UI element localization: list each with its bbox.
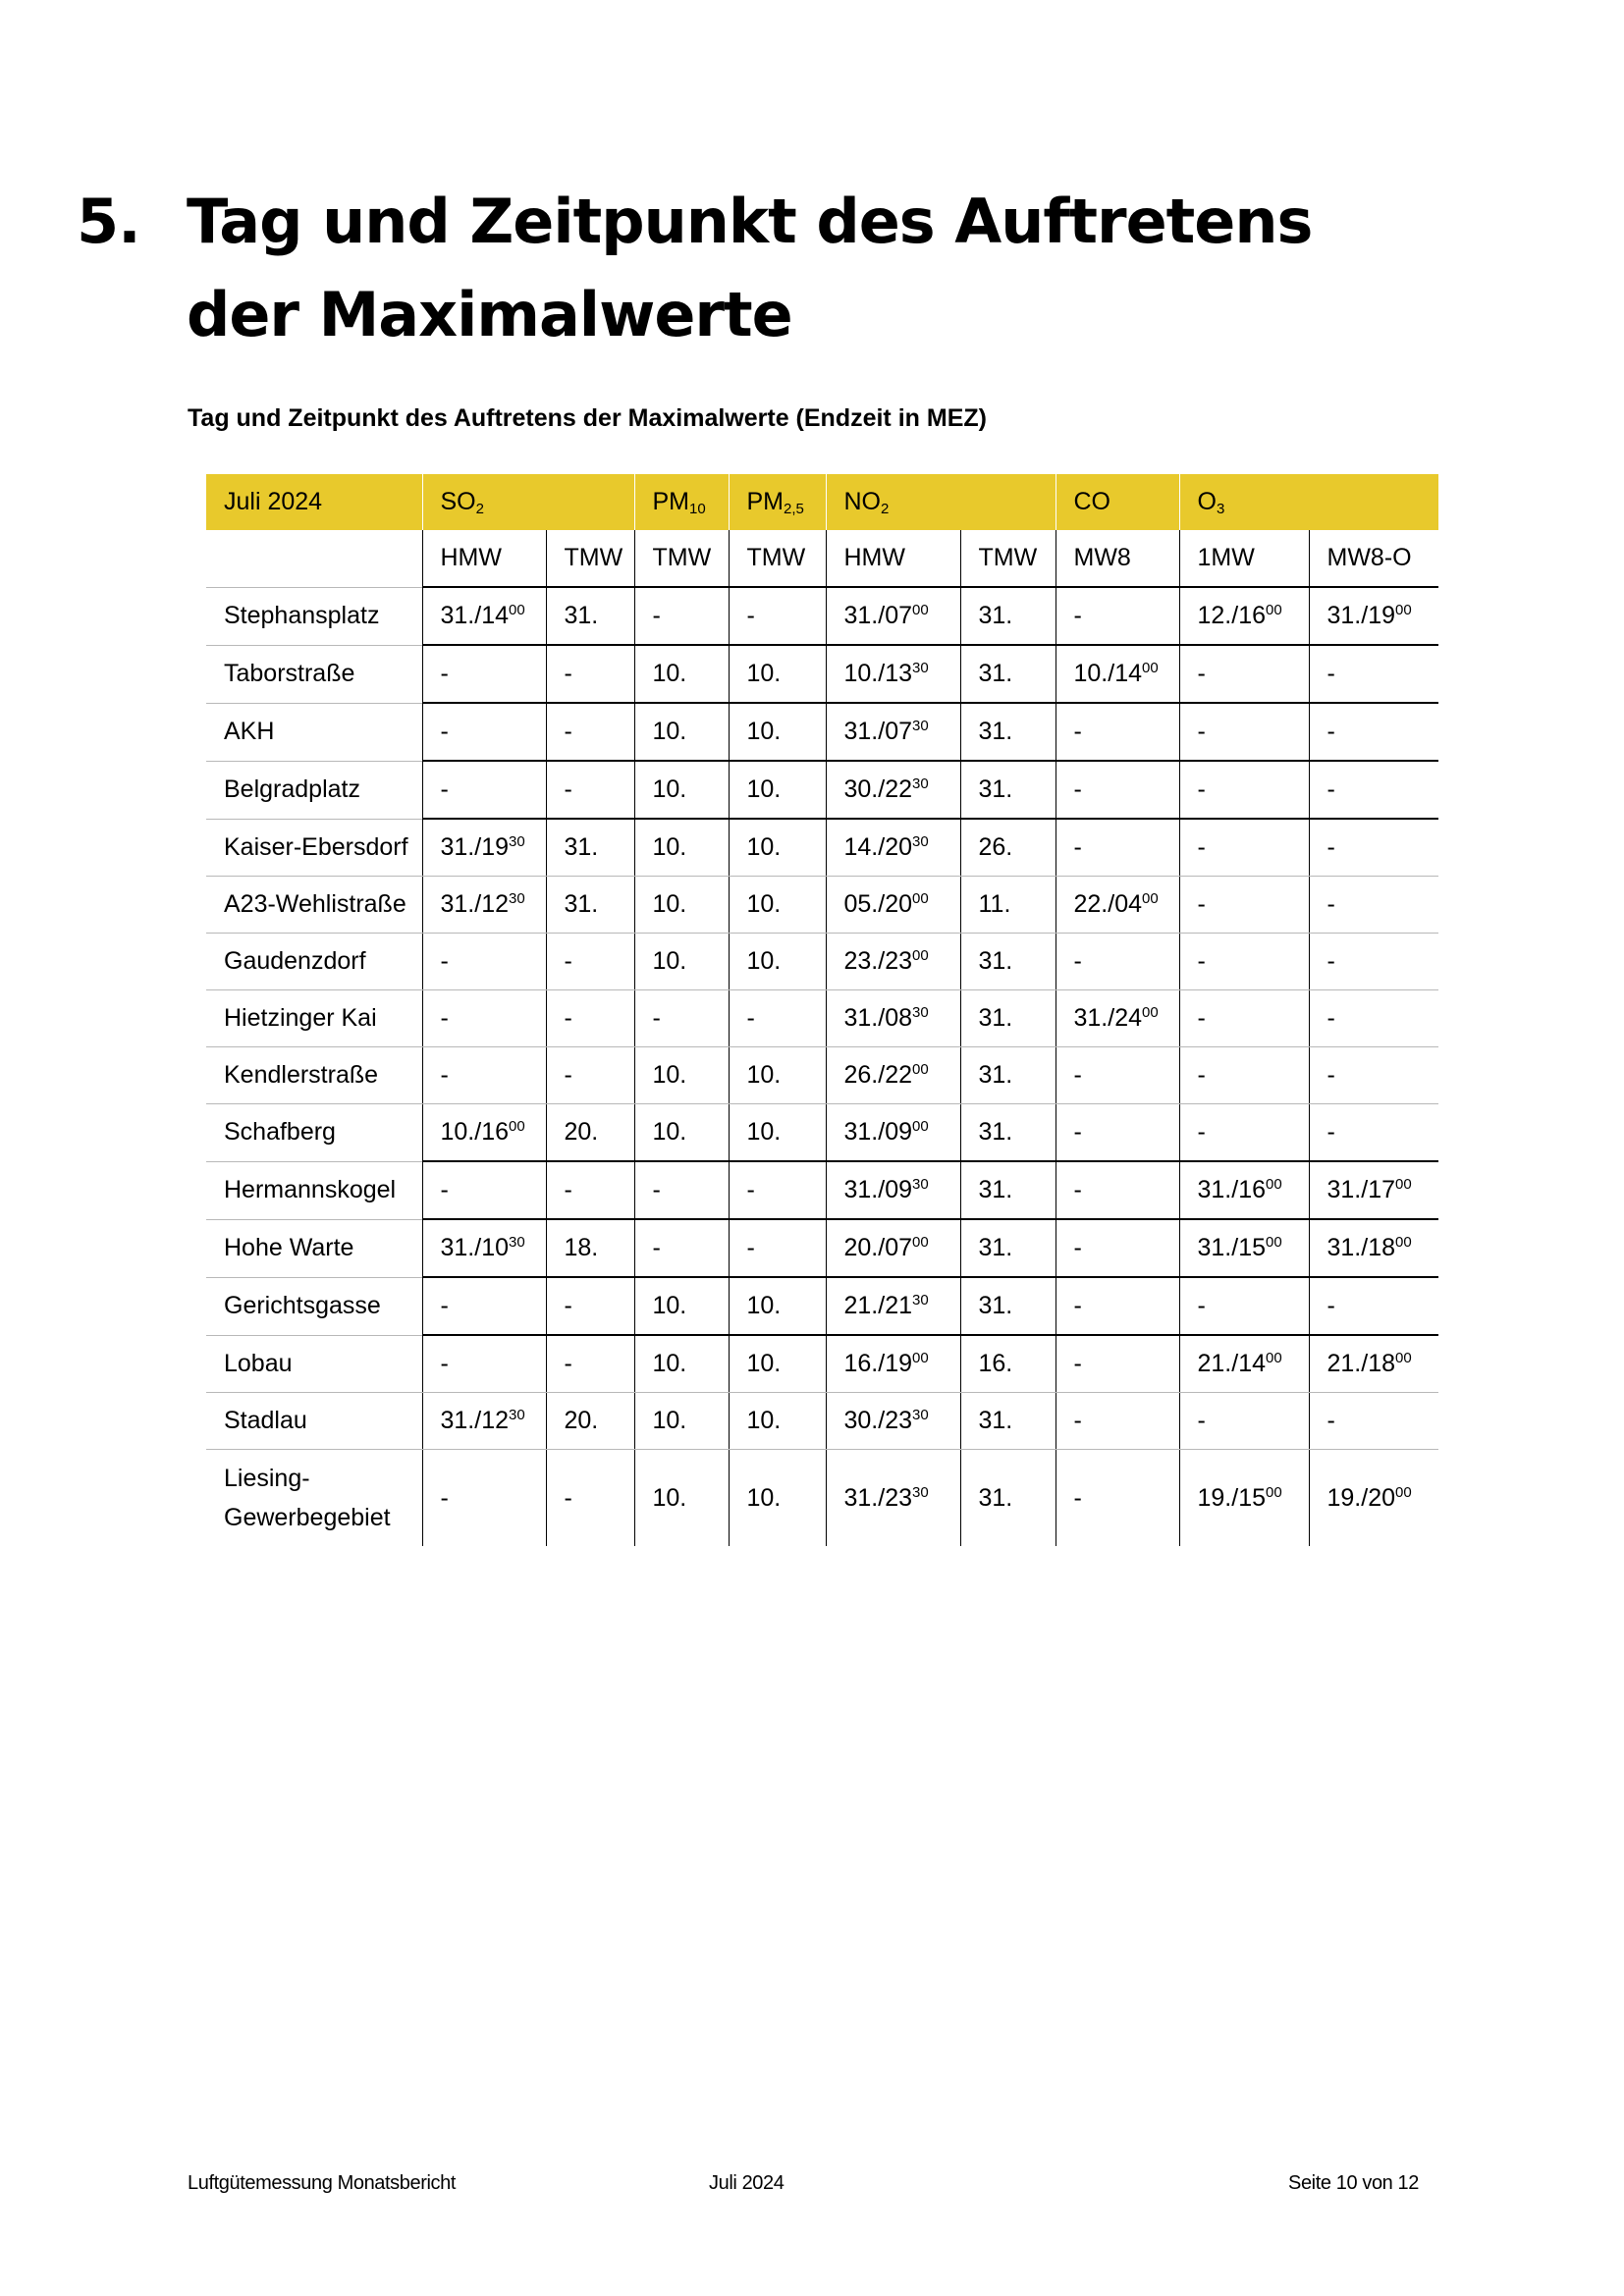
value-cell: 31. xyxy=(546,877,634,934)
table-row xyxy=(206,587,1438,645)
value-cell: $31./24^{00}$ xyxy=(1056,990,1179,1047)
header-subscript: 2,5 xyxy=(784,501,804,517)
value-cell: 31. xyxy=(960,1450,1056,1547)
value-cell: $22./04^{00}$ xyxy=(1056,877,1179,934)
value-cell: 31. xyxy=(546,819,634,877)
value-cell: - xyxy=(1179,1104,1309,1162)
station-name-cell: Taborstraße xyxy=(206,645,422,703)
value-cell: - xyxy=(1056,1219,1179,1277)
value-cell: - xyxy=(634,990,729,1047)
value-cell: 18. xyxy=(546,1219,634,1277)
station-name-cell: Gerichtsgasse xyxy=(206,1277,422,1335)
value-cell: - xyxy=(1056,819,1179,877)
value-cell: 31. xyxy=(546,587,634,645)
value-cell: 10. xyxy=(729,1047,826,1104)
value-cell: - xyxy=(546,1335,634,1393)
value-cell: - xyxy=(422,1047,546,1104)
time-minutes-superscript: 30 xyxy=(912,833,929,850)
value-cell: - xyxy=(1179,703,1309,761)
value-cell: $31./08^{30}$ xyxy=(826,990,960,1047)
station-name-cell: Gaudenzdorf xyxy=(206,934,422,990)
value-cell: - xyxy=(1179,819,1309,877)
time-minutes-superscript: 00 xyxy=(1395,1484,1412,1501)
value-cell: - xyxy=(634,587,729,645)
value-cell: - xyxy=(1056,703,1179,761)
value-cell: - xyxy=(1309,1047,1438,1104)
header-subscript: 3 xyxy=(1216,501,1225,517)
header-row-metrics xyxy=(206,530,1438,587)
value-cell: 10. xyxy=(634,1393,729,1450)
value-cell: 10. xyxy=(634,934,729,990)
value-cell: 10. xyxy=(729,703,826,761)
value-cell: - xyxy=(1309,1104,1438,1162)
time-minutes-superscript: 00 xyxy=(509,1118,525,1135)
station-name-cell: Lobau xyxy=(206,1335,422,1393)
value-cell: 10. xyxy=(729,1104,826,1162)
value-cell: - xyxy=(422,934,546,990)
value-cell: - xyxy=(1056,1161,1179,1219)
value-cell: 31. xyxy=(960,1393,1056,1450)
time-minutes-superscript: 30 xyxy=(912,1004,929,1021)
time-minutes-superscript: 30 xyxy=(912,1292,929,1308)
time-minutes-superscript: 00 xyxy=(1395,1234,1412,1251)
value-cell: $10./14^{00}$ xyxy=(1056,645,1179,703)
value-cell: 31. xyxy=(960,1104,1056,1162)
value-cell: - xyxy=(1056,1104,1179,1162)
value-cell: $20./07^{00}$ xyxy=(826,1219,960,1277)
value-cell: 10. xyxy=(729,877,826,934)
table-row xyxy=(206,990,1438,1047)
time-minutes-superscript: 00 xyxy=(1395,1176,1412,1193)
value-cell: - xyxy=(422,1335,546,1393)
value-cell: 10. xyxy=(729,1277,826,1335)
header-row-pollutants xyxy=(206,474,1438,530)
value-cell: - xyxy=(729,1219,826,1277)
value-cell: - xyxy=(1056,587,1179,645)
value-cell: $31./23^{30}$ xyxy=(826,1450,960,1547)
value-cell: - xyxy=(1179,990,1309,1047)
header-metric-cell: HMW xyxy=(826,530,960,587)
time-minutes-superscript: 00 xyxy=(912,1234,929,1251)
table-row xyxy=(206,877,1438,934)
value-cell: - xyxy=(1056,1277,1179,1335)
station-name-cell: Hohe Warte xyxy=(206,1219,422,1277)
time-minutes-superscript: 00 xyxy=(1142,660,1159,676)
value-cell: - xyxy=(422,761,546,819)
value-cell: 10. xyxy=(729,1450,826,1547)
header-group-cell: $PM_{2,5}$ xyxy=(729,474,826,530)
station-name-cell: Hietzinger Kai xyxy=(206,990,422,1047)
value-cell: 10. xyxy=(729,645,826,703)
value-cell: - xyxy=(546,1450,634,1547)
value-cell: 10. xyxy=(729,819,826,877)
value-cell: 10. xyxy=(634,1277,729,1335)
value-cell: - xyxy=(546,1047,634,1104)
value-cell: $05./20^{00}$ xyxy=(826,877,960,934)
value-cell: $31./07^{00}$ xyxy=(826,587,960,645)
value-cell: - xyxy=(1179,1277,1309,1335)
value-cell: 10. xyxy=(634,1047,729,1104)
value-cell: 10. xyxy=(729,934,826,990)
value-cell: 31. xyxy=(960,645,1056,703)
value-cell: - xyxy=(1309,645,1438,703)
value-cell: - xyxy=(634,1219,729,1277)
value-cell: - xyxy=(546,1161,634,1219)
value-cell: - xyxy=(729,587,826,645)
value-cell: 10. xyxy=(634,877,729,934)
value-cell: - xyxy=(546,990,634,1047)
table-row xyxy=(206,761,1438,819)
time-minutes-superscript: 00 xyxy=(509,602,525,618)
value-cell: - xyxy=(1056,934,1179,990)
table-row xyxy=(206,703,1438,761)
station-name-cell: Hermannskogel xyxy=(206,1161,422,1219)
value-cell: 11. xyxy=(960,877,1056,934)
time-minutes-superscript: 00 xyxy=(912,890,929,907)
header-metric-cell: MW8 xyxy=(1056,530,1179,587)
value-cell: $12./16^{00}$ xyxy=(1179,587,1309,645)
station-name-cell: Kendlerstraße xyxy=(206,1047,422,1104)
header-subscript: 10 xyxy=(689,501,706,517)
table-row xyxy=(206,1104,1438,1162)
value-cell: $14./20^{30}$ xyxy=(826,819,960,877)
table-row xyxy=(206,1335,1438,1393)
value-cell: $10./16^{00}$ xyxy=(422,1104,546,1162)
table-row xyxy=(206,1393,1438,1450)
value-cell: - xyxy=(1179,645,1309,703)
value-cell: $31./09^{00}$ xyxy=(826,1104,960,1162)
value-cell: - xyxy=(1179,761,1309,819)
table-caption: Tag und Zeitpunkt des Auftretens der Maximalwerte (Endzeit in MEZ) xyxy=(188,404,987,432)
section-number: 5. xyxy=(77,186,140,257)
value-cell: $30./23^{30}$ xyxy=(826,1393,960,1450)
value-cell: $21./21^{30}$ xyxy=(826,1277,960,1335)
value-cell: - xyxy=(422,645,546,703)
value-cell: 31. xyxy=(960,934,1056,990)
value-cell: $31./12^{30}$ xyxy=(422,877,546,934)
value-cell: - xyxy=(1179,1393,1309,1450)
value-cell: - xyxy=(1056,1335,1179,1393)
value-cell: $31./12^{30}$ xyxy=(422,1393,546,1450)
value-cell: $19./15^{00}$ xyxy=(1179,1450,1309,1547)
value-cell: 10. xyxy=(634,1335,729,1393)
value-cell: 20. xyxy=(546,1104,634,1162)
time-minutes-superscript: 00 xyxy=(1266,1484,1282,1501)
header-group-cell: $SO_2$ xyxy=(422,474,634,530)
value-cell: - xyxy=(546,761,634,819)
value-cell: 20. xyxy=(546,1393,634,1450)
header-group-cell: $PM_{10}$ xyxy=(634,474,729,530)
value-cell: $23./23^{00}$ xyxy=(826,934,960,990)
station-name-cell: Kaiser-Ebersdorf xyxy=(206,819,422,877)
station-name-cell: A23-Wehlistraße xyxy=(206,877,422,934)
value-cell: - xyxy=(1179,877,1309,934)
footer-month: Juli 2024 xyxy=(709,2172,785,2194)
value-cell: $21./14^{00}$ xyxy=(1179,1335,1309,1393)
table-row xyxy=(206,1219,1438,1277)
time-minutes-superscript: 00 xyxy=(912,1350,929,1366)
table-row xyxy=(206,819,1438,877)
value-cell: - xyxy=(1309,703,1438,761)
time-minutes-superscript: 30 xyxy=(912,718,929,734)
value-cell: - xyxy=(1309,877,1438,934)
header-metric-cell xyxy=(206,530,422,587)
value-cell: - xyxy=(1179,934,1309,990)
value-cell: - xyxy=(1056,1450,1179,1547)
value-cell: 31. xyxy=(960,1277,1056,1335)
value-cell: - xyxy=(1309,990,1438,1047)
value-cell: - xyxy=(546,1277,634,1335)
value-cell: 10. xyxy=(634,819,729,877)
value-cell: 10. xyxy=(634,1104,729,1162)
station-name-cell: Belgradplatz xyxy=(206,761,422,819)
value-cell: $16./19^{00}$ xyxy=(826,1335,960,1393)
station-name-cell: Stephansplatz xyxy=(206,587,422,645)
table-row xyxy=(206,934,1438,990)
value-cell: $31./07^{30}$ xyxy=(826,703,960,761)
value-cell: - xyxy=(1056,761,1179,819)
table-row xyxy=(206,1047,1438,1104)
header-group-cell: CO xyxy=(1056,474,1179,530)
page-heading xyxy=(77,175,1451,361)
value-cell: 31. xyxy=(960,761,1056,819)
value-cell: 10. xyxy=(634,1450,729,1547)
time-minutes-superscript: 30 xyxy=(912,775,929,792)
table-row xyxy=(206,1450,1438,1547)
table-row xyxy=(206,645,1438,703)
station-name-cell: Liesing-Gewerbegebiet xyxy=(206,1450,422,1547)
station-name-cell: AKH xyxy=(206,703,422,761)
value-cell: - xyxy=(422,1161,546,1219)
value-cell: - xyxy=(1309,934,1438,990)
max-values-table xyxy=(206,474,1438,1546)
header-subscript: 2 xyxy=(475,501,484,517)
value-cell: $21./18^{00}$ xyxy=(1309,1335,1438,1393)
time-minutes-superscript: 00 xyxy=(912,1061,929,1078)
time-minutes-superscript: 30 xyxy=(509,833,525,850)
value-cell: 10. xyxy=(634,645,729,703)
value-cell: 31. xyxy=(960,1219,1056,1277)
time-minutes-superscript: 30 xyxy=(509,1234,525,1251)
value-cell: $31./15^{00}$ xyxy=(1179,1219,1309,1277)
value-cell: - xyxy=(546,703,634,761)
value-cell: $31./09^{30}$ xyxy=(826,1161,960,1219)
value-cell: - xyxy=(422,1450,546,1547)
header-subscript: 2 xyxy=(881,501,890,517)
time-minutes-superscript: 30 xyxy=(509,1407,525,1423)
value-cell: - xyxy=(729,990,826,1047)
value-cell: - xyxy=(422,703,546,761)
value-cell: 10. xyxy=(634,761,729,819)
value-cell: $31./19^{30}$ xyxy=(422,819,546,877)
footer-report-name: Luftgütemessung Monatsbericht xyxy=(188,2172,457,2194)
table-row xyxy=(206,1161,1438,1219)
station-name-cell: Schafberg xyxy=(206,1104,422,1162)
time-minutes-superscript: 30 xyxy=(912,1484,929,1501)
value-cell: 10. xyxy=(729,761,826,819)
time-minutes-superscript: 00 xyxy=(912,947,929,964)
header-group-cell: Juli 2024 xyxy=(206,474,422,530)
table-row xyxy=(206,1277,1438,1335)
time-minutes-superscript: 30 xyxy=(912,660,929,676)
value-cell: 31. xyxy=(960,703,1056,761)
value-cell: 26. xyxy=(960,819,1056,877)
value-cell: - xyxy=(1056,1393,1179,1450)
time-minutes-superscript: 30 xyxy=(912,1407,929,1423)
value-cell: - xyxy=(729,1161,826,1219)
time-minutes-superscript: 00 xyxy=(1266,1350,1282,1366)
value-cell: 16. xyxy=(960,1335,1056,1393)
time-minutes-superscript: 00 xyxy=(912,1118,929,1135)
time-minutes-superscript: 00 xyxy=(1266,1234,1282,1251)
value-cell: - xyxy=(1309,1277,1438,1335)
value-cell: $19./20^{00}$ xyxy=(1326,1484,1412,1512)
time-minutes-superscript: 00 xyxy=(1395,1350,1412,1366)
time-minutes-superscript: 30 xyxy=(509,890,525,907)
header-metric-cell: MW8-O xyxy=(1309,530,1438,587)
section-title: Tag und Zeitpunkt des Auftretens der Maximalwerte xyxy=(187,186,1313,350)
station-name-cell: Stadlau xyxy=(206,1393,422,1450)
value-cell: - xyxy=(1056,1047,1179,1104)
value-cell: - xyxy=(422,990,546,1047)
value-cell: 10. xyxy=(729,1335,826,1393)
value-cell: 31. xyxy=(960,990,1056,1047)
value-cell: 31. xyxy=(960,1047,1056,1104)
value-cell: $31./17^{00}$ xyxy=(1309,1161,1438,1219)
value-cell: 31. xyxy=(960,587,1056,645)
value-cell: - xyxy=(1309,761,1438,819)
value-cell: 10. xyxy=(634,703,729,761)
header-metric-cell: 1MW xyxy=(1179,530,1309,587)
value-cell: 31. xyxy=(960,1161,1056,1219)
time-minutes-superscript: 00 xyxy=(1142,1004,1159,1021)
value-cell: - xyxy=(1309,1393,1438,1450)
time-minutes-superscript: 30 xyxy=(912,1176,929,1193)
value-cell: $31./10^{30}$ xyxy=(422,1219,546,1277)
header-group-cell: $NO_2$ xyxy=(826,474,1056,530)
value-cell: $10./13^{30}$ xyxy=(826,645,960,703)
time-minutes-superscript: 00 xyxy=(1142,890,1159,907)
value-cell: - xyxy=(634,1161,729,1219)
value-cell: - xyxy=(546,934,634,990)
time-minutes-superscript: 00 xyxy=(912,602,929,618)
time-minutes-superscript: 00 xyxy=(1266,602,1282,618)
header-metric-cell: TMW xyxy=(729,530,826,587)
value-cell: $26./22^{00}$ xyxy=(826,1047,960,1104)
value-cell: $30./22^{30}$ xyxy=(826,761,960,819)
time-minutes-superscript: 00 xyxy=(1266,1176,1282,1193)
header-metric-cell: HMW xyxy=(422,530,546,587)
value-cell: - xyxy=(1179,1047,1309,1104)
value-cell: 10. xyxy=(729,1393,826,1450)
footer-page-number: Seite 10 von 12 xyxy=(1288,2172,1419,2194)
header-metric-cell: TMW xyxy=(546,530,634,587)
table-body xyxy=(206,474,1438,1546)
header-metric-cell: TMW xyxy=(960,530,1056,587)
time-minutes-superscript: 00 xyxy=(1395,602,1412,618)
value-cell: $31./18^{00}$ xyxy=(1309,1219,1438,1277)
value-cell: $31./16^{00}$ xyxy=(1179,1161,1309,1219)
value-cell: - xyxy=(422,1277,546,1335)
header-metric-cell: TMW xyxy=(634,530,729,587)
value-cell: $31./19^{00}$ xyxy=(1309,587,1438,645)
value-cell: - xyxy=(546,645,634,703)
value-cell: $31./14^{00}$ xyxy=(422,587,546,645)
value-cell: - xyxy=(1309,819,1438,877)
header-group-cell: $O_3$ xyxy=(1179,474,1438,530)
